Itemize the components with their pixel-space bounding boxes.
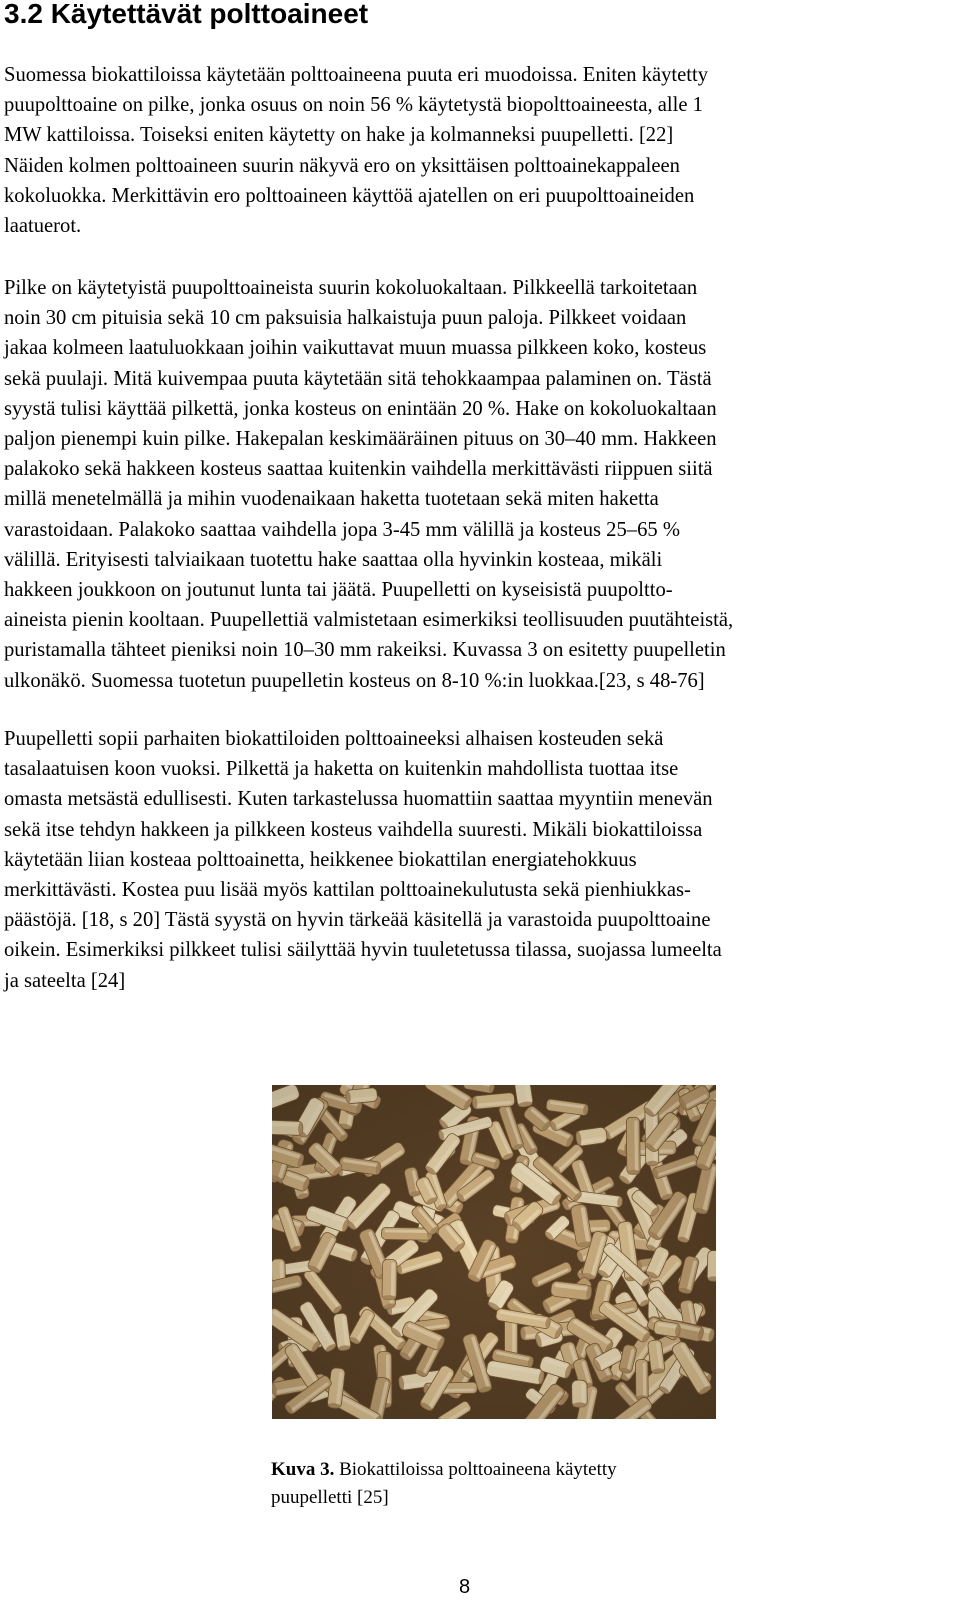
text-line: paljon pienempi kuin pilke. Hakepalan keskimääräinen pituus on 30–40 mm. Hakkeen — [4, 428, 717, 451]
text-line: päästöjä. [18, s 20] Tästä syystä on hyvin tärkeää käsitellä ja varastoida puupolttoaine — [4, 909, 711, 932]
figure-caption — [271, 1456, 731, 1512]
caption-text-1: Biokattiloissa polttoaineena käytetty — [334, 1459, 617, 1480]
text-line: tasalaatuisen koon vuoksi. Pilkettä ja haketta on kuitenkin mahdollista tuottaa itse — [4, 758, 679, 781]
text-line: noin 30 cm pituisia sekä 10 cm paksuisia halkaistuja puun paloja. Pilkkeet voidaan — [4, 307, 687, 330]
text-line: syystä tulisi käyttää pilkettä, jonka kosteus on enintään 20 %. Hake on kokoluokaltaan — [4, 397, 717, 420]
caption-label: Kuva 3. — [271, 1459, 335, 1480]
text-line: Näiden kolmen polttoaineen suurin näkyvä ero on yksittäisen polttoainekappaleen — [4, 154, 680, 177]
text-line: Pilke on käytetyistä puupolttoaineista suurin kokoluokaltaan. Pilkkeellä tarkoitetaan — [4, 277, 698, 299]
paragraph-pellet-suitability — [4, 724, 940, 996]
text-line: sekä itse tehdyn hakkeen ja pilkkeen kosteus vaihdella suuresti. Mikäli biokattiloissa — [4, 818, 703, 841]
text-line: omasta metsästä edullisesti. Kuten tarkastelussa huomattiin saattaa myyntiin menevän — [4, 788, 713, 811]
text-line: Suomessa biokattiloissa käytetään polttoaineena puuta eri muodoissa. Eniten käytetty — [4, 64, 709, 86]
text-line: aineista pienin kooltaan. Puupellettiä valmistetaan esimerkiksi teollisuuden puutähteistä, — [4, 609, 734, 632]
text-line: Puupelletti sopii parhaiten biokattiloiden polttoaineeksi alhaisen kosteuden sekä — [4, 728, 664, 750]
text-line: jakaa kolmeen laatuluokkaan joihin vaikuttavat muun muassa pilkkeen koko, kosteus — [4, 337, 707, 360]
caption-line-1 — [271, 1456, 731, 1484]
text-line: välillä. Erityisesti talviaikaan tuotettu hake saattaa olla hyvinkin kosteaa, mikäli — [4, 548, 663, 571]
caption-text-2: puupelletti [25] — [271, 1487, 389, 1508]
wood-pellets-photo — [272, 1085, 716, 1419]
page-number: 8 — [459, 1576, 471, 1598]
section-heading: 3.2 Käytettävät polttoaineet — [4, 0, 369, 29]
text-line: kokoluokka. Merkittävin ero polttoaineen käyttöä ajatellen on eri puupolttoaineiden — [4, 184, 695, 207]
text-line: hakkeen joukkoon on joutunut lunta tai jäätä. Puupelletti on kyseisistä puupoltto- — [4, 579, 673, 602]
text-line: ulkonäkö. Suomessa tuotetun puupelletin kosteus on 8-10 %:in luokkaa.[23, s 48-76] — [4, 669, 705, 692]
text-line: millä menetelmällä ja mihin vuodenaikaan haketta tuotetaan sekä miten haketta — [4, 488, 659, 511]
text-line: palakoko sekä hakkeen kosteus saattaa kuitenkin vaihdella merkittävästi riippuen siitä — [4, 458, 713, 481]
text-line: puupolttoaine on pilke, jonka osuus on noin 56 % käytetystä biopolttoaineesta, alle 1 — [4, 94, 703, 117]
pellet-vignette — [272, 1085, 716, 1419]
text-line: ja sateelta [24] — [4, 969, 126, 992]
paragraph-fuel-overview — [4, 60, 940, 241]
paragraph-fuel-types — [4, 273, 940, 696]
text-line: MW kattiloissa. Toiseksi eniten käytetty on hake ja kolmanneksi puupelletti. [22] — [4, 124, 674, 147]
text-line: sekä puulaji. Mitä kuivempaa puuta käytetään sitä tehokkaampaa palaminen on. Tästä — [4, 367, 712, 390]
text-line: käytetään liian kosteaa polttoainetta, heikkenee biokattilan energiatehokkuus — [4, 848, 637, 871]
text-line: laatuerot. — [4, 215, 82, 238]
text-line: puristamalla tähteet pieniksi noin 10–30 mm rakeiksi. Kuvassa 3 on esitetty puupelletin — [4, 639, 726, 662]
text-line: varastoidaan. Palakoko saattaa vaihdella jopa 3-45 mm välillä ja kosteus 25–65 % — [4, 518, 680, 541]
text-line: merkittävästi. Kostea puu lisää myös kattilan polttoainekulutusta sekä pienhiukkas- — [4, 879, 691, 902]
wood-pellets-illustration — [272, 1085, 716, 1419]
text-line: oikein. Esimerkiksi pilkkeet tulisi säilyttää hyvin tuuletetussa tilassa, suojassa lumeelta — [4, 939, 722, 962]
